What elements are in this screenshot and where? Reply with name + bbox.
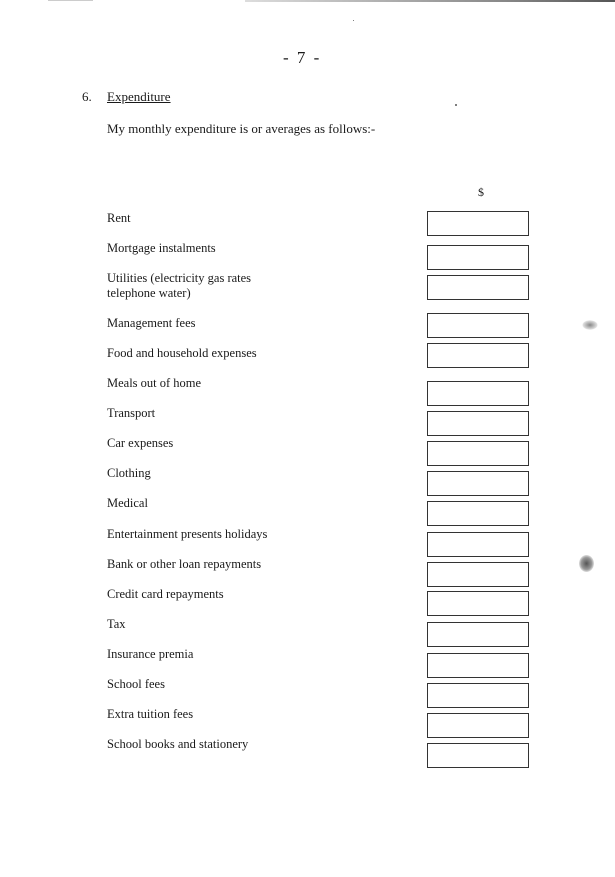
expenditure-amount-field[interactable] xyxy=(427,411,529,436)
scan-edge-line xyxy=(245,0,615,2)
expenditure-label: Clothing xyxy=(107,466,151,480)
expenditure-label: Medical xyxy=(107,496,148,510)
expenditure-amount-field[interactable] xyxy=(427,591,529,616)
scan-speck xyxy=(353,20,354,21)
expenditure-amount-field[interactable] xyxy=(427,211,529,236)
scan-speck xyxy=(455,104,457,106)
expenditure-label: Rent xyxy=(107,211,131,225)
punch-hole-mark xyxy=(582,320,598,330)
expenditure-label: Utilities (electricity gas rates telephone water) xyxy=(107,271,252,300)
section-title: Expenditure xyxy=(107,89,171,104)
section-number: 6. xyxy=(82,89,92,104)
expenditure-amount-field[interactable] xyxy=(427,743,529,768)
expenditure-label: Management fees xyxy=(107,316,196,330)
expenditure-amount-field[interactable] xyxy=(427,653,529,678)
expenditure-label: Mortgage instalments xyxy=(107,241,216,255)
expenditure-label: Bank or other loan repayments xyxy=(107,557,262,571)
expenditure-label: School fees xyxy=(107,677,165,691)
expenditure-amount-field[interactable] xyxy=(427,313,529,338)
expenditure-label: Meals out of home xyxy=(107,376,202,390)
currency-column-header: $ xyxy=(478,185,484,199)
section-heading xyxy=(82,89,171,105)
expenditure-amount-field[interactable] xyxy=(427,381,529,406)
expenditure-amount-field[interactable] xyxy=(427,245,529,270)
expenditure-amount-field[interactable] xyxy=(427,441,529,466)
expenditure-amount-field[interactable] xyxy=(427,532,529,557)
expenditure-amount-field[interactable] xyxy=(427,501,529,526)
expenditure-amount-field[interactable] xyxy=(427,562,529,587)
expenditure-amount-field[interactable] xyxy=(427,713,529,738)
expenditure-amount-field[interactable] xyxy=(427,343,529,368)
expenditure-label: Credit card repayments xyxy=(107,587,224,601)
page-number: - 7 - xyxy=(283,48,322,67)
expenditure-label: Insurance premia xyxy=(107,647,194,661)
expenditure-label: Extra tuition fees xyxy=(107,707,194,721)
expenditure-label: Entertainment presents holidays xyxy=(107,527,268,541)
section-intro: My monthly expenditure is or averages as follows:- xyxy=(107,121,376,136)
expenditure-label: Food and household expenses xyxy=(107,346,257,360)
expenditure-amount-field[interactable] xyxy=(427,683,529,708)
expenditure-label: Tax xyxy=(107,617,126,631)
expenditure-amount-field[interactable] xyxy=(427,275,529,300)
expenditure-label: Transport xyxy=(107,406,156,420)
expenditure-label: School books and stationery xyxy=(107,737,249,751)
expenditure-label: Car expenses xyxy=(107,436,174,450)
expenditure-amount-field[interactable] xyxy=(427,622,529,647)
expenditure-amount-field[interactable] xyxy=(427,471,529,496)
scan-edge-line xyxy=(48,0,93,1)
punch-hole-mark xyxy=(579,555,594,572)
